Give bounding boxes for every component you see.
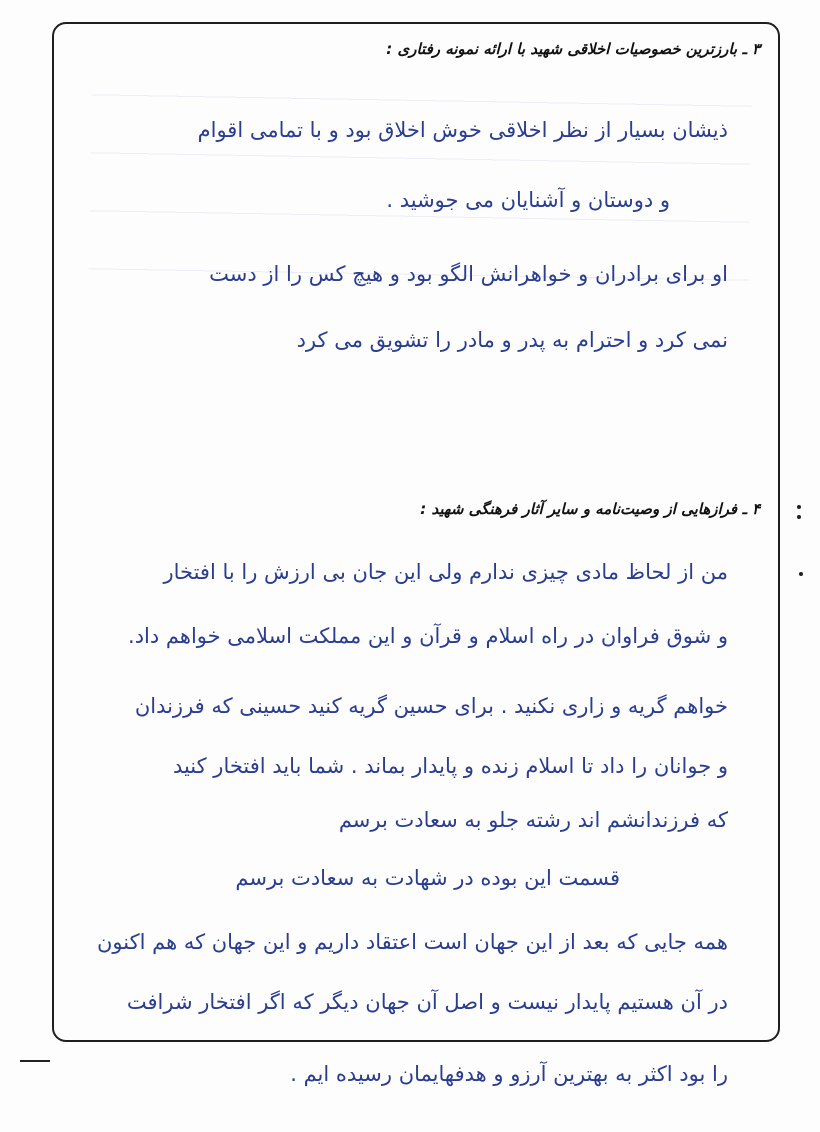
section-4-line-4: و جوانان را داد تا اسلام زنده و پایدار بماند . شما باید افتخار کنید [172,754,728,778]
section-4-heading: ۴ ـ فرازهایی از وصیت‌نامه و سایر آثار فرهنگی شهید : [420,500,760,518]
margin-dot [799,572,803,576]
section-3-line-4: نمی کرد و احترام به پدر و مادر را تشویق می کرد [296,328,728,352]
section-4-line-1: من از لحاظ مادی چیزی ندارم ولی این جان بی ارزش را با افتخار [163,560,728,584]
section-4-line-2: و شوق فراوان در راه اسلام و قرآن و این مملکت اسلامی خواهم داد. [128,624,728,648]
section-4-line-3: خواهم گریه و زاری نکنید . برای حسین گریه کنید حسینی که فرزندان [134,694,728,718]
section-4-line-9: را بود اکثر به بهترین آرزو و هدفهایمان رسیده ایم . [290,1062,728,1086]
margin-dot [797,515,801,519]
margin-dash [20,1060,50,1062]
section-3-heading: ۳ ـ بارزترین خصوصیات اخلاقی شهید با ارائه نمونه رفتاری : [386,40,760,58]
section-4-line-5: که فرزندانشم اند رشته جلو به سعادت برسم [338,808,728,832]
section-4-line-7: همه جایی که بعد از این جهان است اعتقاد داریم و این جهان که هم اکنون [96,930,728,954]
section-3-line-1: ذیشان بسیار از نظر اخلاقی خوش اخلاق بود و با تمامی اقوام [197,118,728,142]
section-3-line-2: و دوستان و آشنایان می جوشید . [386,188,670,212]
section-4-line-8: در آن هستیم پایدار نیست و اصل آن جهان دیگر که اگر افتخار شرافت [126,990,728,1014]
section-4-line-6: قسمت این بوده در شهادت به سعادت برسم [235,866,620,890]
section-3-line-3: او برای برادران و خواهرانش الگو بود و هیچ کس را از دست [209,262,728,286]
margin-dot [797,505,801,509]
